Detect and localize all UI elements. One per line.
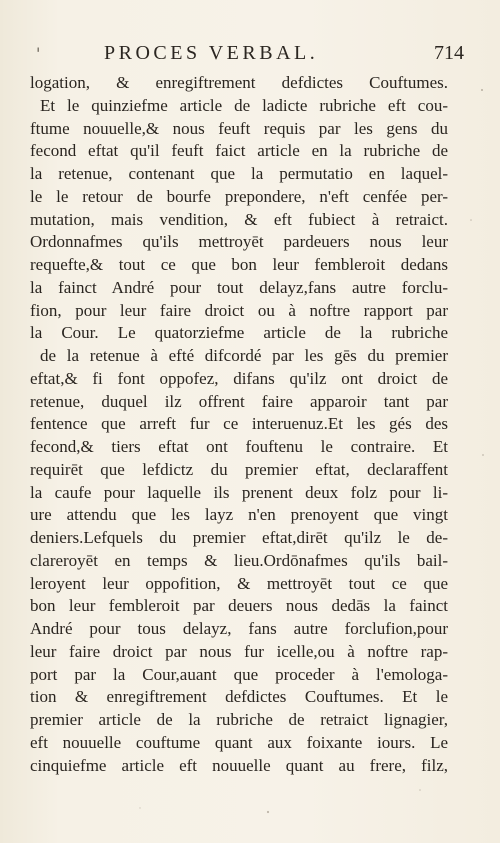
text-line: leur faire droict par nous fur icelle,ou à noftre rap- <box>30 641 448 661</box>
text-line: premier article de la rubriche de retraict lignagier, <box>30 710 448 729</box>
running-head-title: PROCES VERBAL. <box>104 42 319 64</box>
text-line: requefte,& tout ce que bon leur fembleroit dedans <box>30 255 448 274</box>
text-line: André pour tous delayz, fans autre forclufion,pour <box>30 619 448 638</box>
text-line: la fainct André pour tout delayz,fans autre forclu- <box>30 277 448 297</box>
text-line: la Cour. Le quatorziefme article de la rubriche <box>30 323 448 343</box>
text-line: la retenue, contenant que la permutatio en laquel- <box>30 164 448 183</box>
text-line: ure attendu que les layz n'en prenoyent que vingt <box>30 505 448 525</box>
text-line: la caufe pour laquelle ils prenent deux folz pour li- <box>30 482 448 502</box>
text-line: port par la Cour,auant que proceder à l'emologa- <box>30 664 448 684</box>
text-line: eft nouuelle couftume quant aux foixante iours. Le <box>30 732 448 752</box>
text-line: fion, pour leur faire droict ou à noftre rapport par <box>30 300 448 320</box>
text-line: mutation, mais vendition, & eft fubiect à retraict. <box>30 209 448 229</box>
text-line: eftat,& fi font oppofez, difans qu'ilz ont droict de <box>30 368 448 388</box>
text-line: ftume nouuelle,& nous feuft requis par les gens du <box>30 118 448 138</box>
text-line: Et le quinziefme article de ladicte rubriche eft cou- <box>40 95 448 115</box>
running-head-mark: ' <box>36 44 41 63</box>
text-line: Ordonnafmes qu'ils mettroyēt pardeuers nous leur <box>30 232 448 252</box>
running-head <box>36 42 464 68</box>
text-line: bon leur fembleroit par deuers nous dedās la fainct <box>30 596 448 616</box>
page-number: 714 <box>434 42 464 64</box>
text-line: deniers.Lefquels du premier eftat,dirēt qu'ilz le de- <box>30 528 448 547</box>
text-line: leroyent leur oppofition, & mettroyēt tout ce que <box>30 573 448 593</box>
text-line: fecond eftat qu'il feuft faict article en la rubriche de <box>30 141 448 161</box>
text-line: de la retenue à efté difcordé par les gēs du premier <box>40 346 448 365</box>
body-text <box>30 72 448 777</box>
text-line: le le retour de bourfe prepondere, n'eft cenfée per- <box>30 186 448 206</box>
text-line: tion & enregiftrement defdictes Couftumes. Et le <box>30 687 448 707</box>
text-line: requirēt que lefdictz du premier eftat, declaraffent <box>30 459 448 479</box>
text-line: clareroyēt en temps & lieu.Ordōnafmes qu'ils bail- <box>30 550 448 570</box>
text-line: fentence que arreft fur ce interuenuz.Et les gés des <box>30 414 448 434</box>
text-line: cinquiefme article eft nouuelle quant au frere, filz, <box>30 755 448 775</box>
text-line: fecond,& tiers eftat ont fouftenu le contraire. Et <box>30 437 448 456</box>
text-line: logation, & enregiftrement defdictes Couftumes. <box>30 73 448 92</box>
text-line: retenue, duquel ilz offrent faire apparoir tant par <box>30 391 448 411</box>
